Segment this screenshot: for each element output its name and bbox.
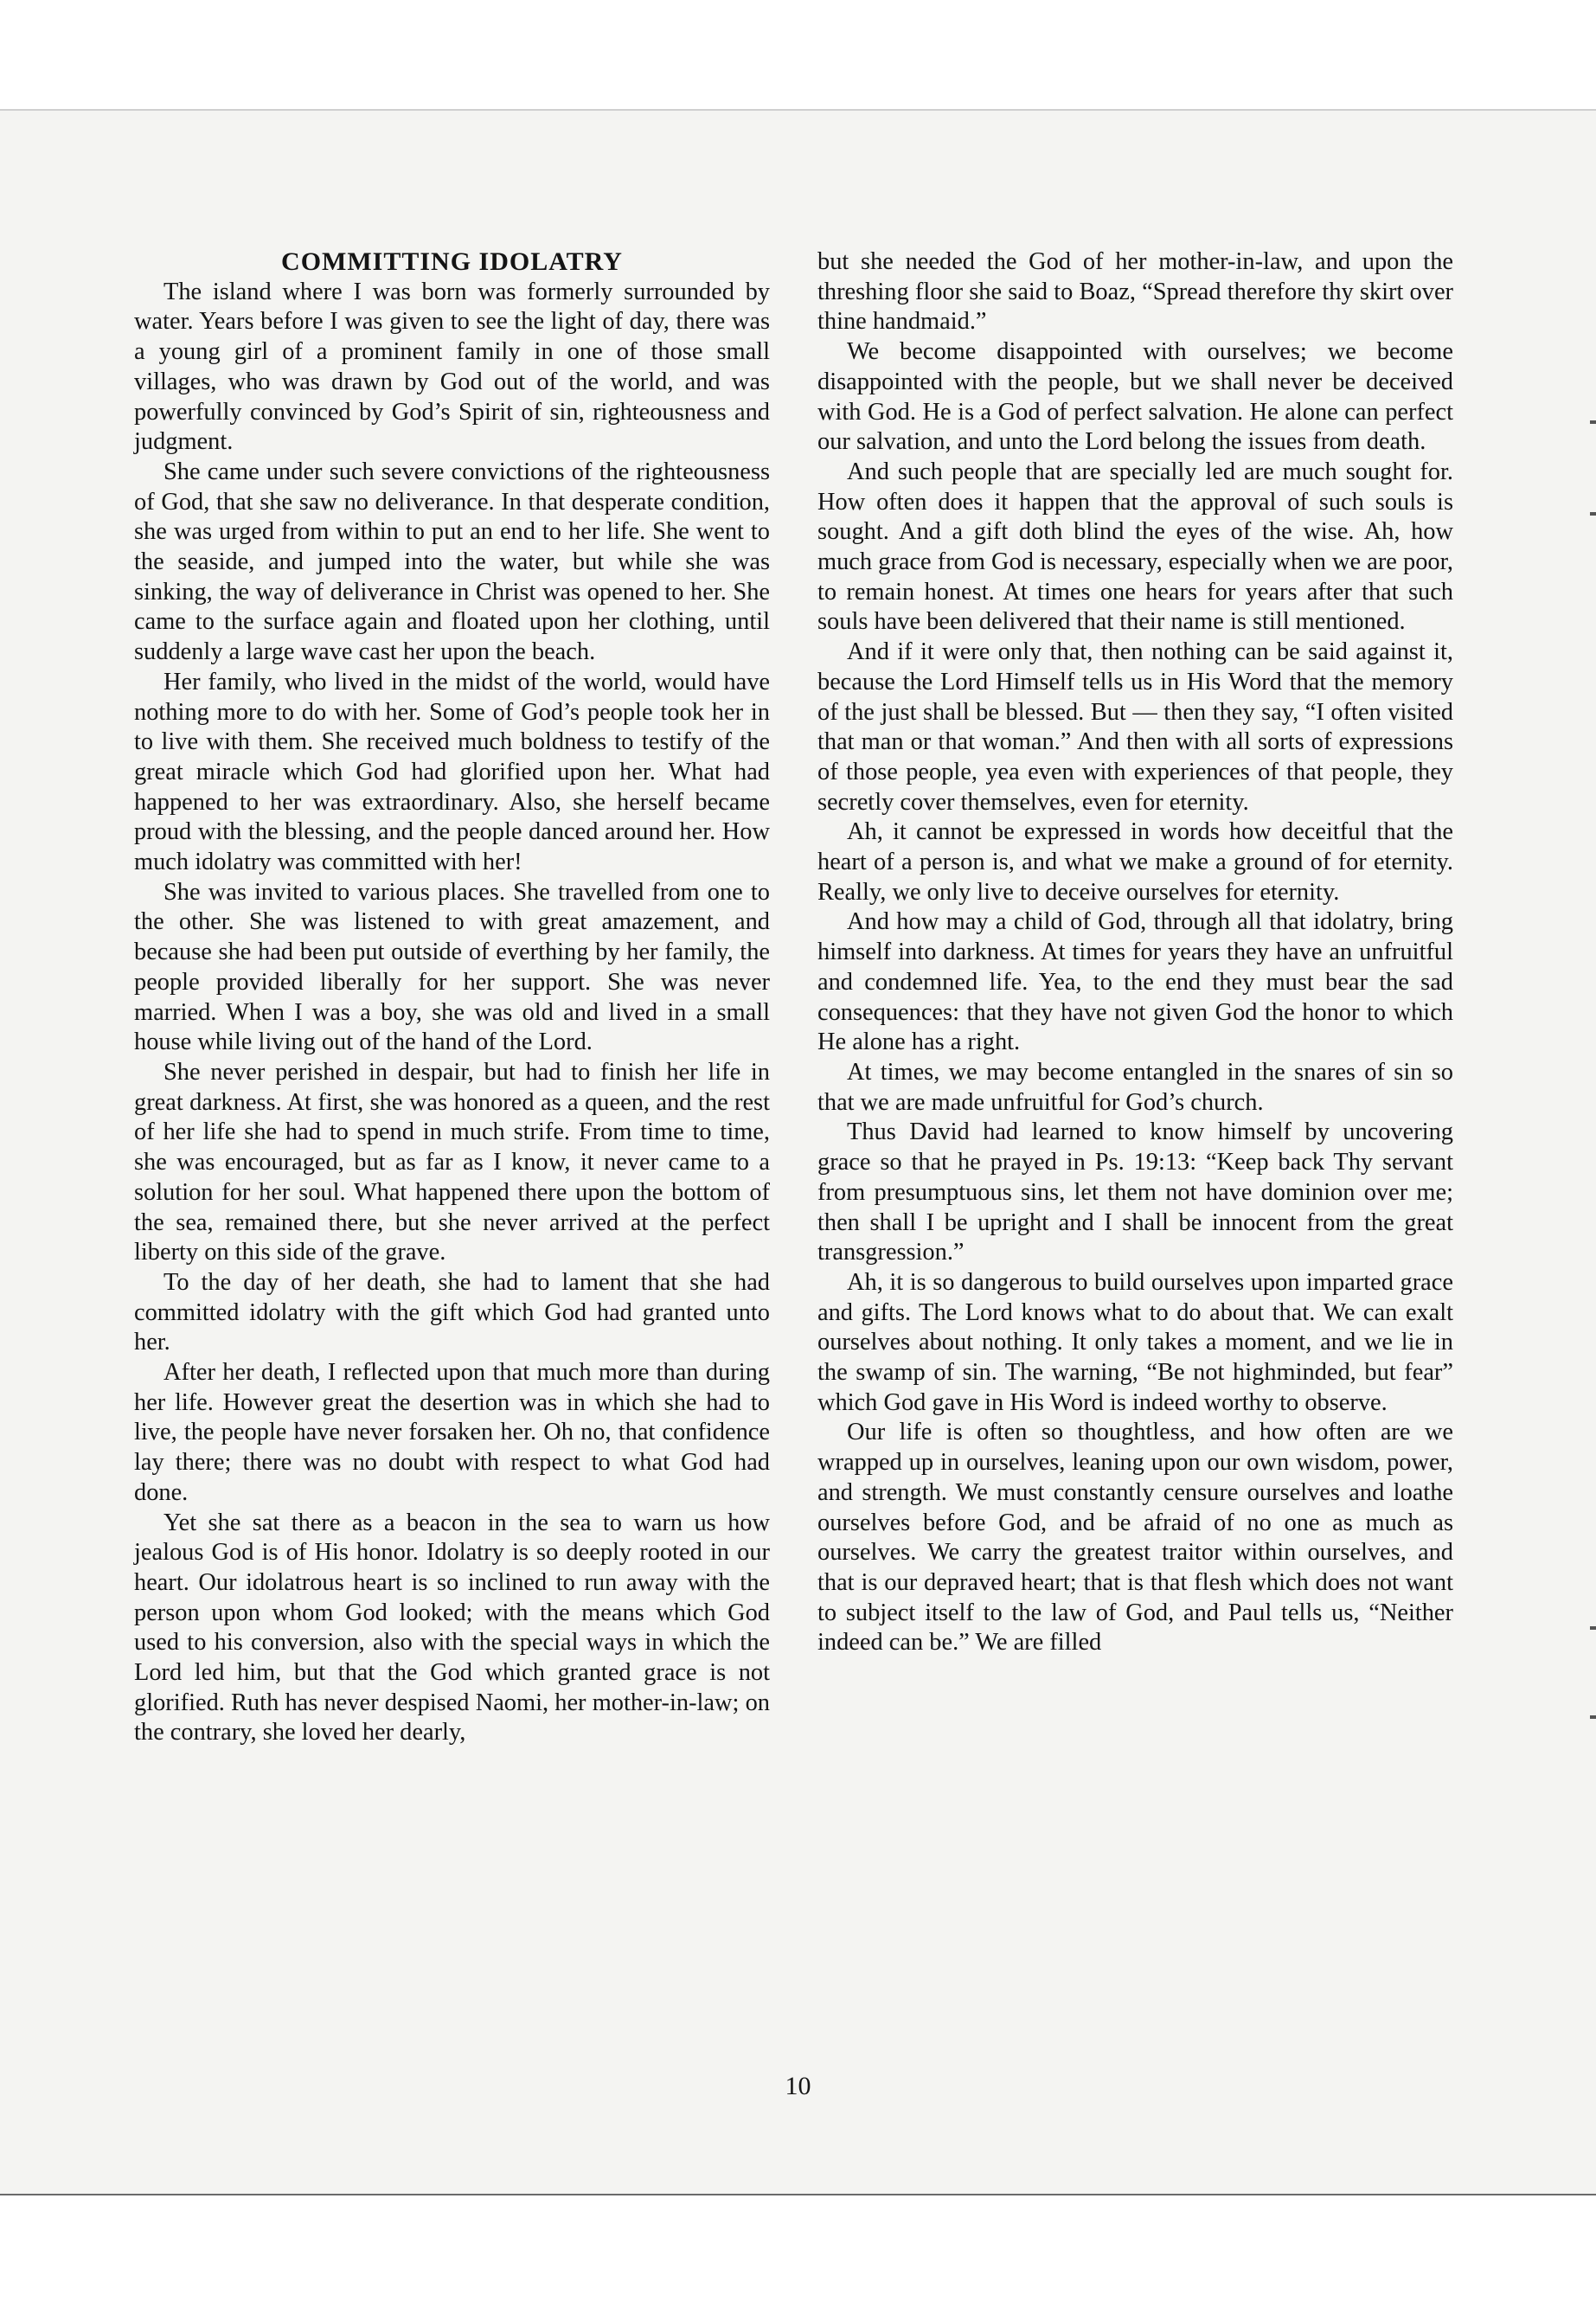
paragraph: To the day of her death, she had to lament that she had committed idolatry with the gift which God had granted unto her. — [134, 1268, 770, 1356]
left-column — [134, 247, 770, 1748]
right-column — [817, 247, 1453, 1658]
paragraph: The island where I was born was formerly surrounded by water. Years before I was given to see the light of day, there was a young girl of a prominent family in one of those small villages, who was drawn by God out of the world, and was powerfully convinced by God’s Spirit of sin, righteousness and judgment. — [134, 278, 770, 456]
paragraph: And such people that are specially led are much sought for. How often does it happen that the approval of such souls is sought. And a gift doth blind the eyes of the wise. Ah, how much grace from God is necessary, especially when we are poor, to remain honest. At times one hears for years after that such souls have been delivered that their name is still mentioned. — [817, 458, 1453, 636]
paragraph: Her family, who lived in the midst of the world, would have nothing more to do with her. Some of God’s people took her in to live with them. She received much boldness to testify of the great miracle which God had glorified upon her. What had happened to her was extraordinary. Also, she herself became proud with the blessing, and the people danced around her. How much idolatry was committed with her! — [134, 668, 770, 876]
paragraph-continued: but she needed the God of her mother-in-law, and upon the threshing floor she said to Boaz, “Spread therefore thy skirt over thine handmaid.” — [817, 248, 1453, 336]
paragraph: We become disappointed with ourselves; we become disappointed with the people, but we shall never be deceived with God. He is a God of perfect salvation. He alone can perfect our salvation, and unto the Lord belong the issues from death. — [817, 338, 1453, 456]
edge-mark — [1590, 512, 1596, 516]
page-number: 10 — [785, 2072, 811, 2100]
paragraph: And how may a child of God, through all that idolatry, bring himself into darkness. At times for years they have an unfruitful and condemned life. Yea, to the end they must bear the sad consequences: that they have not given God the honor to which He alone has a right. — [817, 908, 1453, 1056]
paragraph: After her death, I reflected upon that much more than during her life. However great the desertion was in which she had to live, the people have never forsaken her. Oh no, that confidence lay there; there was no doubt with respect to what God had done. — [134, 1359, 770, 1506]
paragraph: Our life is often so thoughtless, and how often are we wrapped up in ourselves, leaning upon our own wisdom, power, and strength. We must constantly censure ourselves and loathe ourselves before God, and be afraid of no one as much as ourselves. We carry the greatest traitor within ourselves, and that is our depraved heart; that is that flesh which does not want to subject itself to the law of God, and Paul tells us, “Neither indeed can be.” We are filled — [817, 1419, 1453, 1657]
edge-mark — [1590, 1626, 1596, 1630]
paragraph: Ah, it cannot be expressed in words how deceitful that the heart of a person is, and what we make a ground of for eternity. Really, we only live to deceive ourselves for eternity. — [817, 818, 1453, 906]
paragraph: Thus David had learned to know himself by uncovering grace so that he prayed in Ps. 19:13: “Keep back Thy servant from presumptuous sins, let them not have dominion over me; then shall I be upright and I shall be innocent from the great transgression.” — [817, 1118, 1453, 1266]
edge-mark — [1590, 1715, 1596, 1719]
paragraph: Ah, it is so dangerous to build ourselves upon imparted grace and gifts. The Lord knows what to do about that. We can exalt ourselves about nothing. It only takes a moment, and we lie in the swamp of sin. The warning, “Be not highminded, but fear” which God gave in His Word is indeed worthy to observe. — [817, 1268, 1453, 1416]
paragraph: She came under such severe convictions of the righteousness of God, that she saw no deliverance. In that desperate condition, she was urged from within to put an end to her life. She went to the seaside, and jumped into the water, but while she was sinking, the way of deliverance in Christ was opened to her. She came to the surface again and floated upon her clothing, until suddenly a large wave cast her upon the beach. — [134, 458, 770, 666]
paragraph: At times, we may become entangled in the snares of sin so that we are made unfruitful for God’s church. — [817, 1058, 1453, 1116]
paragraph: She never perished in despair, but had to finish her life in great darkness. At first, she was honored as a queen, and the rest of her life she had to spend in much strife. From time to time, she was encouraged, but as far as I know, it never came to a solution for her soul. What happened there upon the bottom of the sea, remained there, but she never arrived at the perfect liberty on this side of the grave. — [134, 1058, 770, 1266]
article-title: COMMITTING IDOLATRY — [281, 247, 623, 276]
paragraph: She was invited to various places. She travelled from one to the other. She was listened to with great amazement, and because she had been put outside of everthing by her family, the people provided liberally for her support. She was never married. When I was a boy, she was old and lived in a small house while living out of the hand of the Lord. — [134, 878, 770, 1056]
paragraph: Yet she sat there as a beacon in the sea to warn us how jealous God is of His honor. Idolatry is so deeply rooted in our heart. Our idolatrous heart is so inclined to run away with the person upon whom God looked; with the means which God used to his conversion, also with the special ways in which the Lord led him, but that the God which granted grace is not glorified. Ruth has never despised Naomi, her mother-in-law; on the contrary, she loved her dearly, — [134, 1509, 770, 1747]
paragraph: And if it were only that, then nothing can be said against it, because the Lord Himself tells us in His Word that the memory of the just shall be blessed. But — then they say, “I often visited that man or that woman.” And then with all sorts of expressions of those people, yea even with experiences of that people, they secretly cover themselves, even for eternity. — [817, 638, 1453, 816]
edge-mark — [1590, 420, 1596, 424]
